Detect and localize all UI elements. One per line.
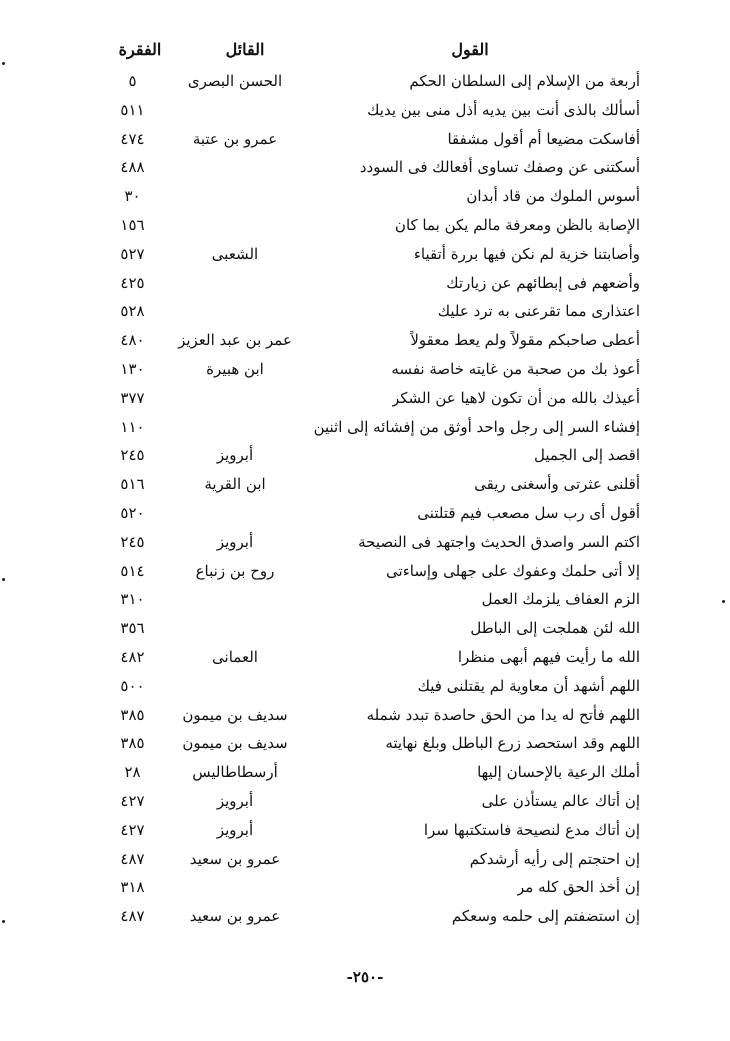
speaker-cell: العمانى xyxy=(212,647,258,666)
speaker-cell: أبرويز xyxy=(216,532,254,551)
speaker-cell: الشعبى xyxy=(211,244,259,263)
speaker-cell: أبرويز xyxy=(216,446,254,465)
header-paragraph: الفقرة xyxy=(118,40,162,59)
table-row xyxy=(0,874,730,903)
paragraph-cell: ٣٨٥ xyxy=(120,705,145,724)
paragraph-cell: ٣٠ xyxy=(124,187,141,206)
table-row xyxy=(0,846,730,875)
paragraph-cell: ٤٨٧ xyxy=(120,907,145,926)
speaker-cell: روح بن زنباع xyxy=(195,561,275,580)
table-row xyxy=(0,558,730,587)
table-row xyxy=(0,673,730,702)
paragraph-cell: ٢٤٥ xyxy=(120,532,145,551)
speaker-cell: أرسطاطاليس xyxy=(192,763,278,782)
statement-cell: الإصابة بالظن ومعرفة مالم يكن بما كان xyxy=(394,215,640,234)
paragraph-cell: ٣٧٧ xyxy=(120,388,145,407)
statement-cell: اللهم وقد استحصد زرع الباطل وبلغ نهايته xyxy=(385,734,640,753)
table-row xyxy=(0,126,730,155)
paragraph-cell: ٤٢٥ xyxy=(120,273,145,292)
table-header xyxy=(0,40,730,66)
paragraph-cell: ١١٠ xyxy=(120,417,145,436)
page-number: -٢٥٠- xyxy=(346,968,384,986)
statement-cell: وأصابتنا خزية لم نكن فيها بررة أتقياء xyxy=(413,244,640,263)
paragraph-cell: ٤٨٧ xyxy=(120,849,145,868)
paragraph-cell: ١٥٦ xyxy=(120,215,145,234)
paragraph-cell: ٤٢٧ xyxy=(120,820,145,839)
header-speaker: القائل xyxy=(225,40,265,59)
speaker-cell: سديف بن ميمون xyxy=(182,705,288,724)
table-row xyxy=(0,759,730,788)
paragraph-cell: ٤٢٧ xyxy=(120,791,145,810)
table-row xyxy=(0,442,730,471)
table-row xyxy=(0,500,730,529)
table-row xyxy=(0,702,730,731)
table-row xyxy=(0,817,730,846)
speaker-cell: عمرو بن سعيد xyxy=(189,849,281,868)
table-row xyxy=(0,529,730,558)
paragraph-cell: ٥١٦ xyxy=(120,475,145,494)
statement-cell: أقلنى عثرتى وأسغنى ريقى xyxy=(474,475,640,494)
table-row xyxy=(0,327,730,356)
paragraph-cell: ٣١٠ xyxy=(120,590,145,609)
statement-cell: اللهم أشهد أن معاوية لم يقتلنى فيك xyxy=(417,676,640,695)
statement-cell: أملك الرعية بالإحسان إليها xyxy=(477,763,640,782)
table-row xyxy=(0,154,730,183)
table-row xyxy=(0,68,730,97)
statement-cell: اقصد إلى الجميل xyxy=(534,446,640,465)
speaker-cell: عمرو بن سعيد xyxy=(189,907,281,926)
statement-cell: الزم العفاف يلزمك العمل xyxy=(481,590,640,609)
paragraph-cell: ٢٤٥ xyxy=(120,446,145,465)
paragraph-cell: ٥ xyxy=(128,72,137,90)
statement-cell: أفاسكت مضيعا أم أقول مشفقا xyxy=(447,129,640,148)
statement-cell: أسألك بالذى أنت بين يديه أذل منى بين يديك xyxy=(367,100,640,119)
table-row xyxy=(0,471,730,500)
paragraph-cell: ٤٨٠ xyxy=(120,331,145,350)
speaker-cell: أبرويز xyxy=(216,820,254,839)
statement-cell: أقول أى رب سل مصعب فيم قتلتنى xyxy=(417,503,640,522)
paragraph-cell: ٤٨٨ xyxy=(120,158,145,177)
paragraph-cell: ١٣٠ xyxy=(120,359,145,378)
speaker-cell: عمر بن عبد العزيز xyxy=(178,331,292,350)
paragraph-cell: ٥٢٠ xyxy=(120,503,145,522)
speaker-cell: أبرويز xyxy=(216,791,254,810)
statement-cell: اكتم السر واصدق الحديث واجتهد فى النصيحة xyxy=(358,532,640,551)
speaker-cell: عمرو بن عتبة xyxy=(192,129,278,148)
statement-cell: أعيذك بالله من أن تكون لاهيا عن الشكر xyxy=(391,388,640,407)
statement-cell: أسكتنى عن وصفك تساوى أفعالك فى السودد xyxy=(359,158,640,177)
table-row xyxy=(0,414,730,443)
table-row xyxy=(0,97,730,126)
table-row xyxy=(0,586,730,615)
statement-cell: إفشاء السر إلى رجل واحد أوثق من إفشائه إلى اثنين xyxy=(313,417,640,436)
speaker-cell: ابن هبيرة xyxy=(206,359,264,378)
paragraph-cell: ٤٧٤ xyxy=(120,129,145,148)
paragraph-cell: ٣٨٥ xyxy=(120,734,145,753)
table-row xyxy=(0,356,730,385)
statement-cell: الله لئن هملجت إلى الباطل xyxy=(470,619,640,638)
statement-cell: اللهم فأتح له يدا من الحق حاصدة تبدد شمله xyxy=(366,705,640,724)
paragraph-cell: ٥٢٨ xyxy=(120,302,145,321)
statement-cell: الله ما رأيت فيهم أبهى منظرا xyxy=(457,647,640,666)
statement-cell: إن احتجتم إلى رأيه أرشدكم xyxy=(469,849,640,868)
statement-cell: اعتذارى مما تقرعنى به ترد عليك xyxy=(437,302,640,321)
table-row xyxy=(0,730,730,759)
statement-cell: إن أخذ الحق كله مر xyxy=(517,878,640,897)
paragraph-cell: ٥١٤ xyxy=(120,561,145,580)
table-row xyxy=(0,270,730,299)
statement-cell: إن استضفتم إلى حلمه وسعكم xyxy=(451,907,640,926)
table-row xyxy=(0,298,730,327)
statement-cell: إن أتاك مدع لنصيحة فاستكتبها سرا xyxy=(423,820,640,839)
table-row xyxy=(0,644,730,673)
statement-cell: وأضعهم فى إبطائهم عن زيارتك xyxy=(446,273,640,292)
table-row xyxy=(0,788,730,817)
speaker-cell: سديف بن ميمون xyxy=(182,734,288,753)
statement-cell: أعطى صاحبكم مقولاً ولم يعط معقولاً xyxy=(410,331,640,350)
speaker-cell: ابن القرية xyxy=(204,475,266,494)
statement-cell: إن أتاك عالم يستأذن على xyxy=(481,791,640,810)
table-row xyxy=(0,385,730,414)
paragraph-cell: ٢٨ xyxy=(124,763,141,782)
paragraph-cell: ٥٠٠ xyxy=(120,676,145,695)
paragraph-cell: ٥١١ xyxy=(120,100,145,119)
statement-cell: إلا أتى حلمك وعفوك على جهلى وإساءتى xyxy=(386,561,640,580)
table-row xyxy=(0,212,730,241)
table-row xyxy=(0,241,730,270)
statement-cell: أسوس الملوك من قاد أبدان xyxy=(466,187,640,206)
statement-cell: أربعة من الإسلام إلى السلطان الحكم xyxy=(409,72,640,90)
table-row xyxy=(0,183,730,212)
paragraph-cell: ٣٥٦ xyxy=(120,619,145,638)
statement-cell: أعوذ بك من صحبة من غايته خاصة نفسه xyxy=(391,359,640,378)
table-row xyxy=(0,903,730,932)
paragraph-cell: ٥٢٧ xyxy=(120,244,145,263)
paragraph-cell: ٤٨٢ xyxy=(120,647,145,666)
index-table xyxy=(0,68,730,932)
table-row xyxy=(0,615,730,644)
speaker-cell: الحسن البصرى xyxy=(187,72,283,90)
paragraph-cell: ٣١٨ xyxy=(120,878,145,897)
header-statement: القول xyxy=(451,40,489,59)
